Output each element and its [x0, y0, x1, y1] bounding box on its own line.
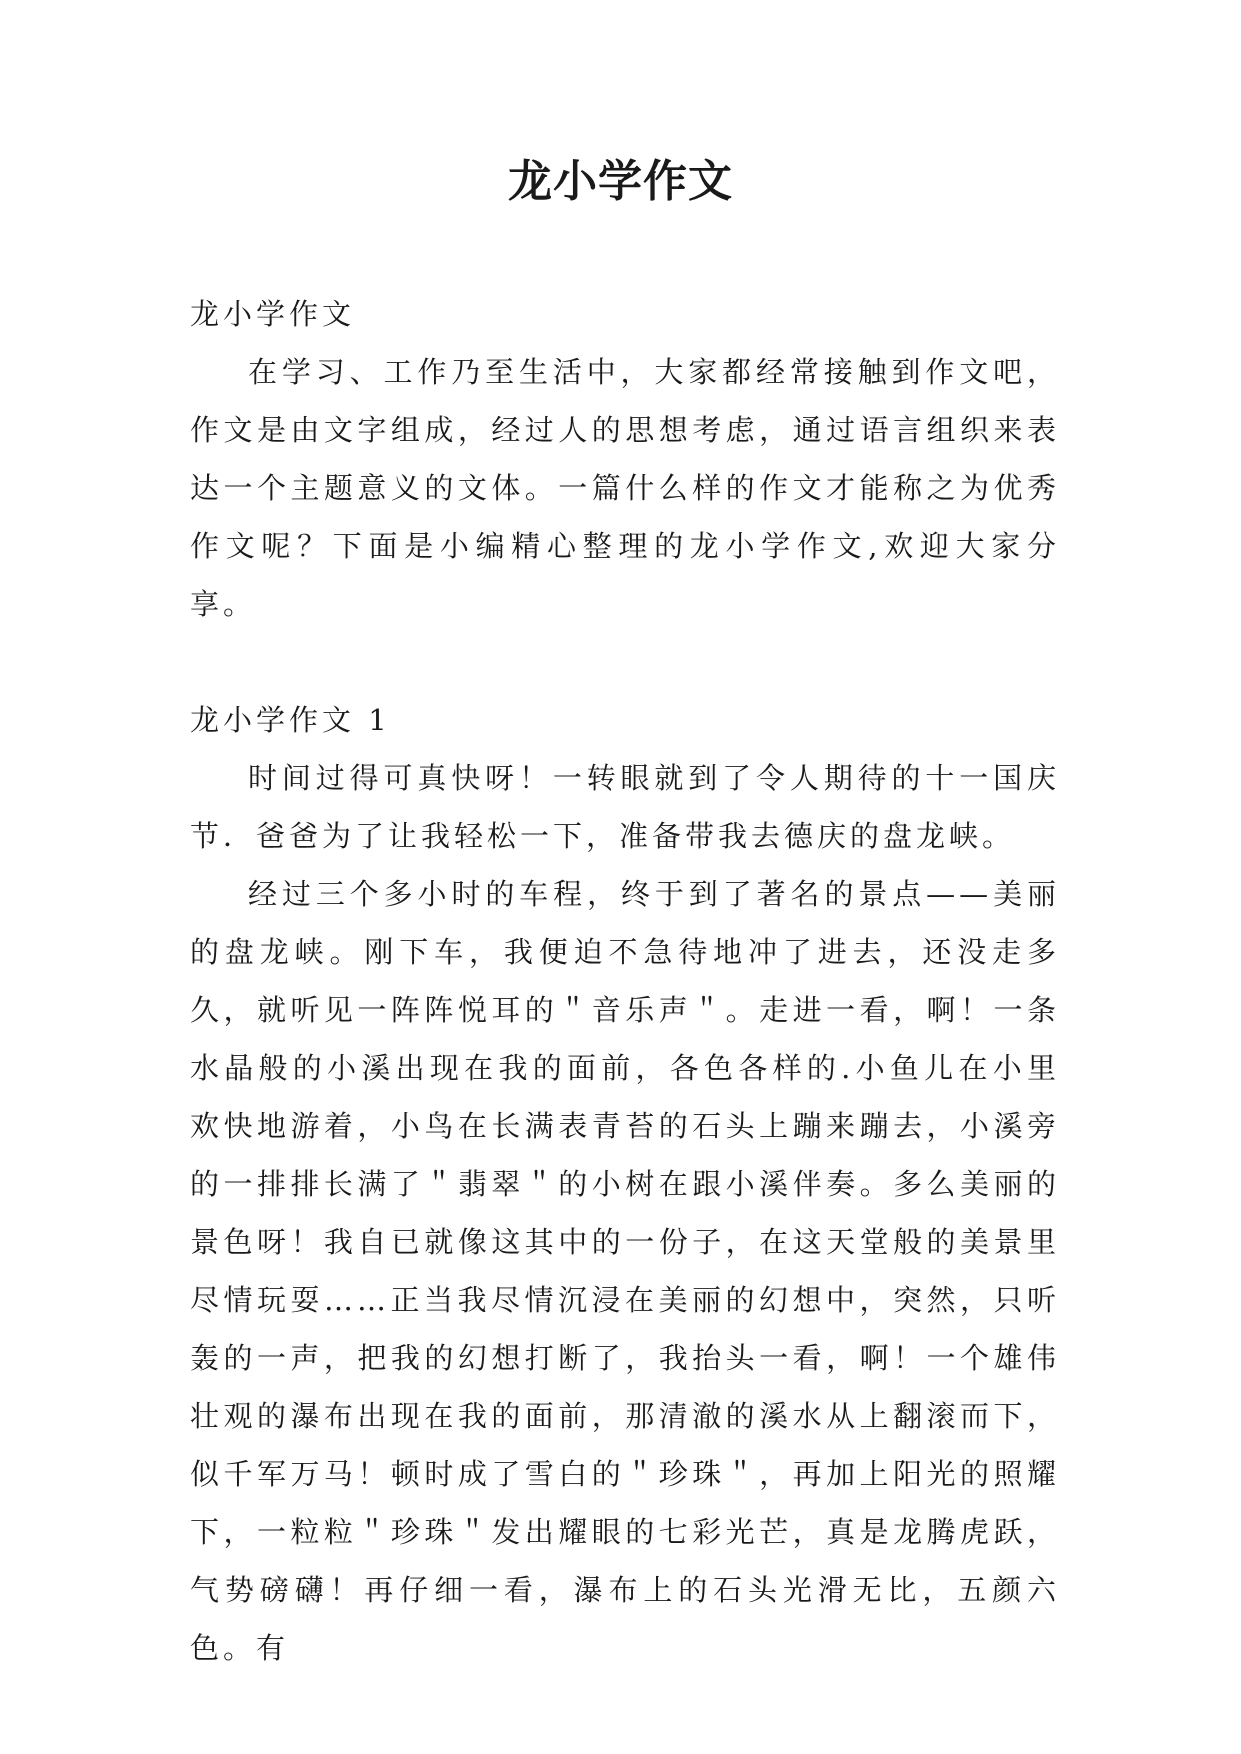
document-title: 龙小学作文: [508, 156, 733, 207]
document-body: [190, 285, 1060, 1677]
essay-1-heading: 龙小学作文 1: [190, 703, 391, 737]
intro-paragraph: 在学习、工作乃至生活中，大家都经常接触到作文吧，作文是由文字组成，经过人的思想考虑，通过语言组织来表达一个主题意义的文体。一篇什么样的作文才能称之为优秀作文呢？下面是小编精心整理的龙小学作文,欢迎大家分享。: [190, 355, 1060, 621]
essay-1-paragraph-1: 时间过得可真快呀！一转眼就到了令人期待的十一国庆节．爸爸为了让我轻松一下，准备带我去德庆的盘龙峡。: [190, 761, 1060, 853]
section-spacer: [190, 633, 1060, 691]
essay-1-paragraph-2: 经过三个多小时的车程，终于到了著名的景点——美丽的盘龙峡。刚下车，我便迫不急待地冲了进去，还没走多久，就听见一阵阵悦耳的＂音乐声＂。走进一看，啊！一条水晶般的小溪出现在我的面前，各色各样的.小鱼儿在小里欢快地游着，小鸟在长满表青苔的石头上蹦来蹦去，小溪旁的一排排长满了＂翡翠＂的小树在跟小溪伴奏。多么美丽的景色呀！我自已就像这其中的一份子，在这天堂般的美景里尽情玩耍……正当我尽情沉浸在美丽的幻想中，突然，只听轰的一声，把我的幻想打断了，我抬头一看，啊！一个雄伟壮观的瀑布出现在我的面前，那清澈的溪水从上翻滚而下，似千军万马！顿时成了雪白的＂珍珠＂，再加上阳光的照耀下，一粒粒＂珍珠＂发出耀眼的七彩光芒，真是龙腾虎跃，气势磅礴！再仔细一看，瀑布上的石头光滑无比，五颜六色。有: [190, 877, 1060, 1665]
intro-heading: 龙小学作文: [190, 297, 356, 331]
